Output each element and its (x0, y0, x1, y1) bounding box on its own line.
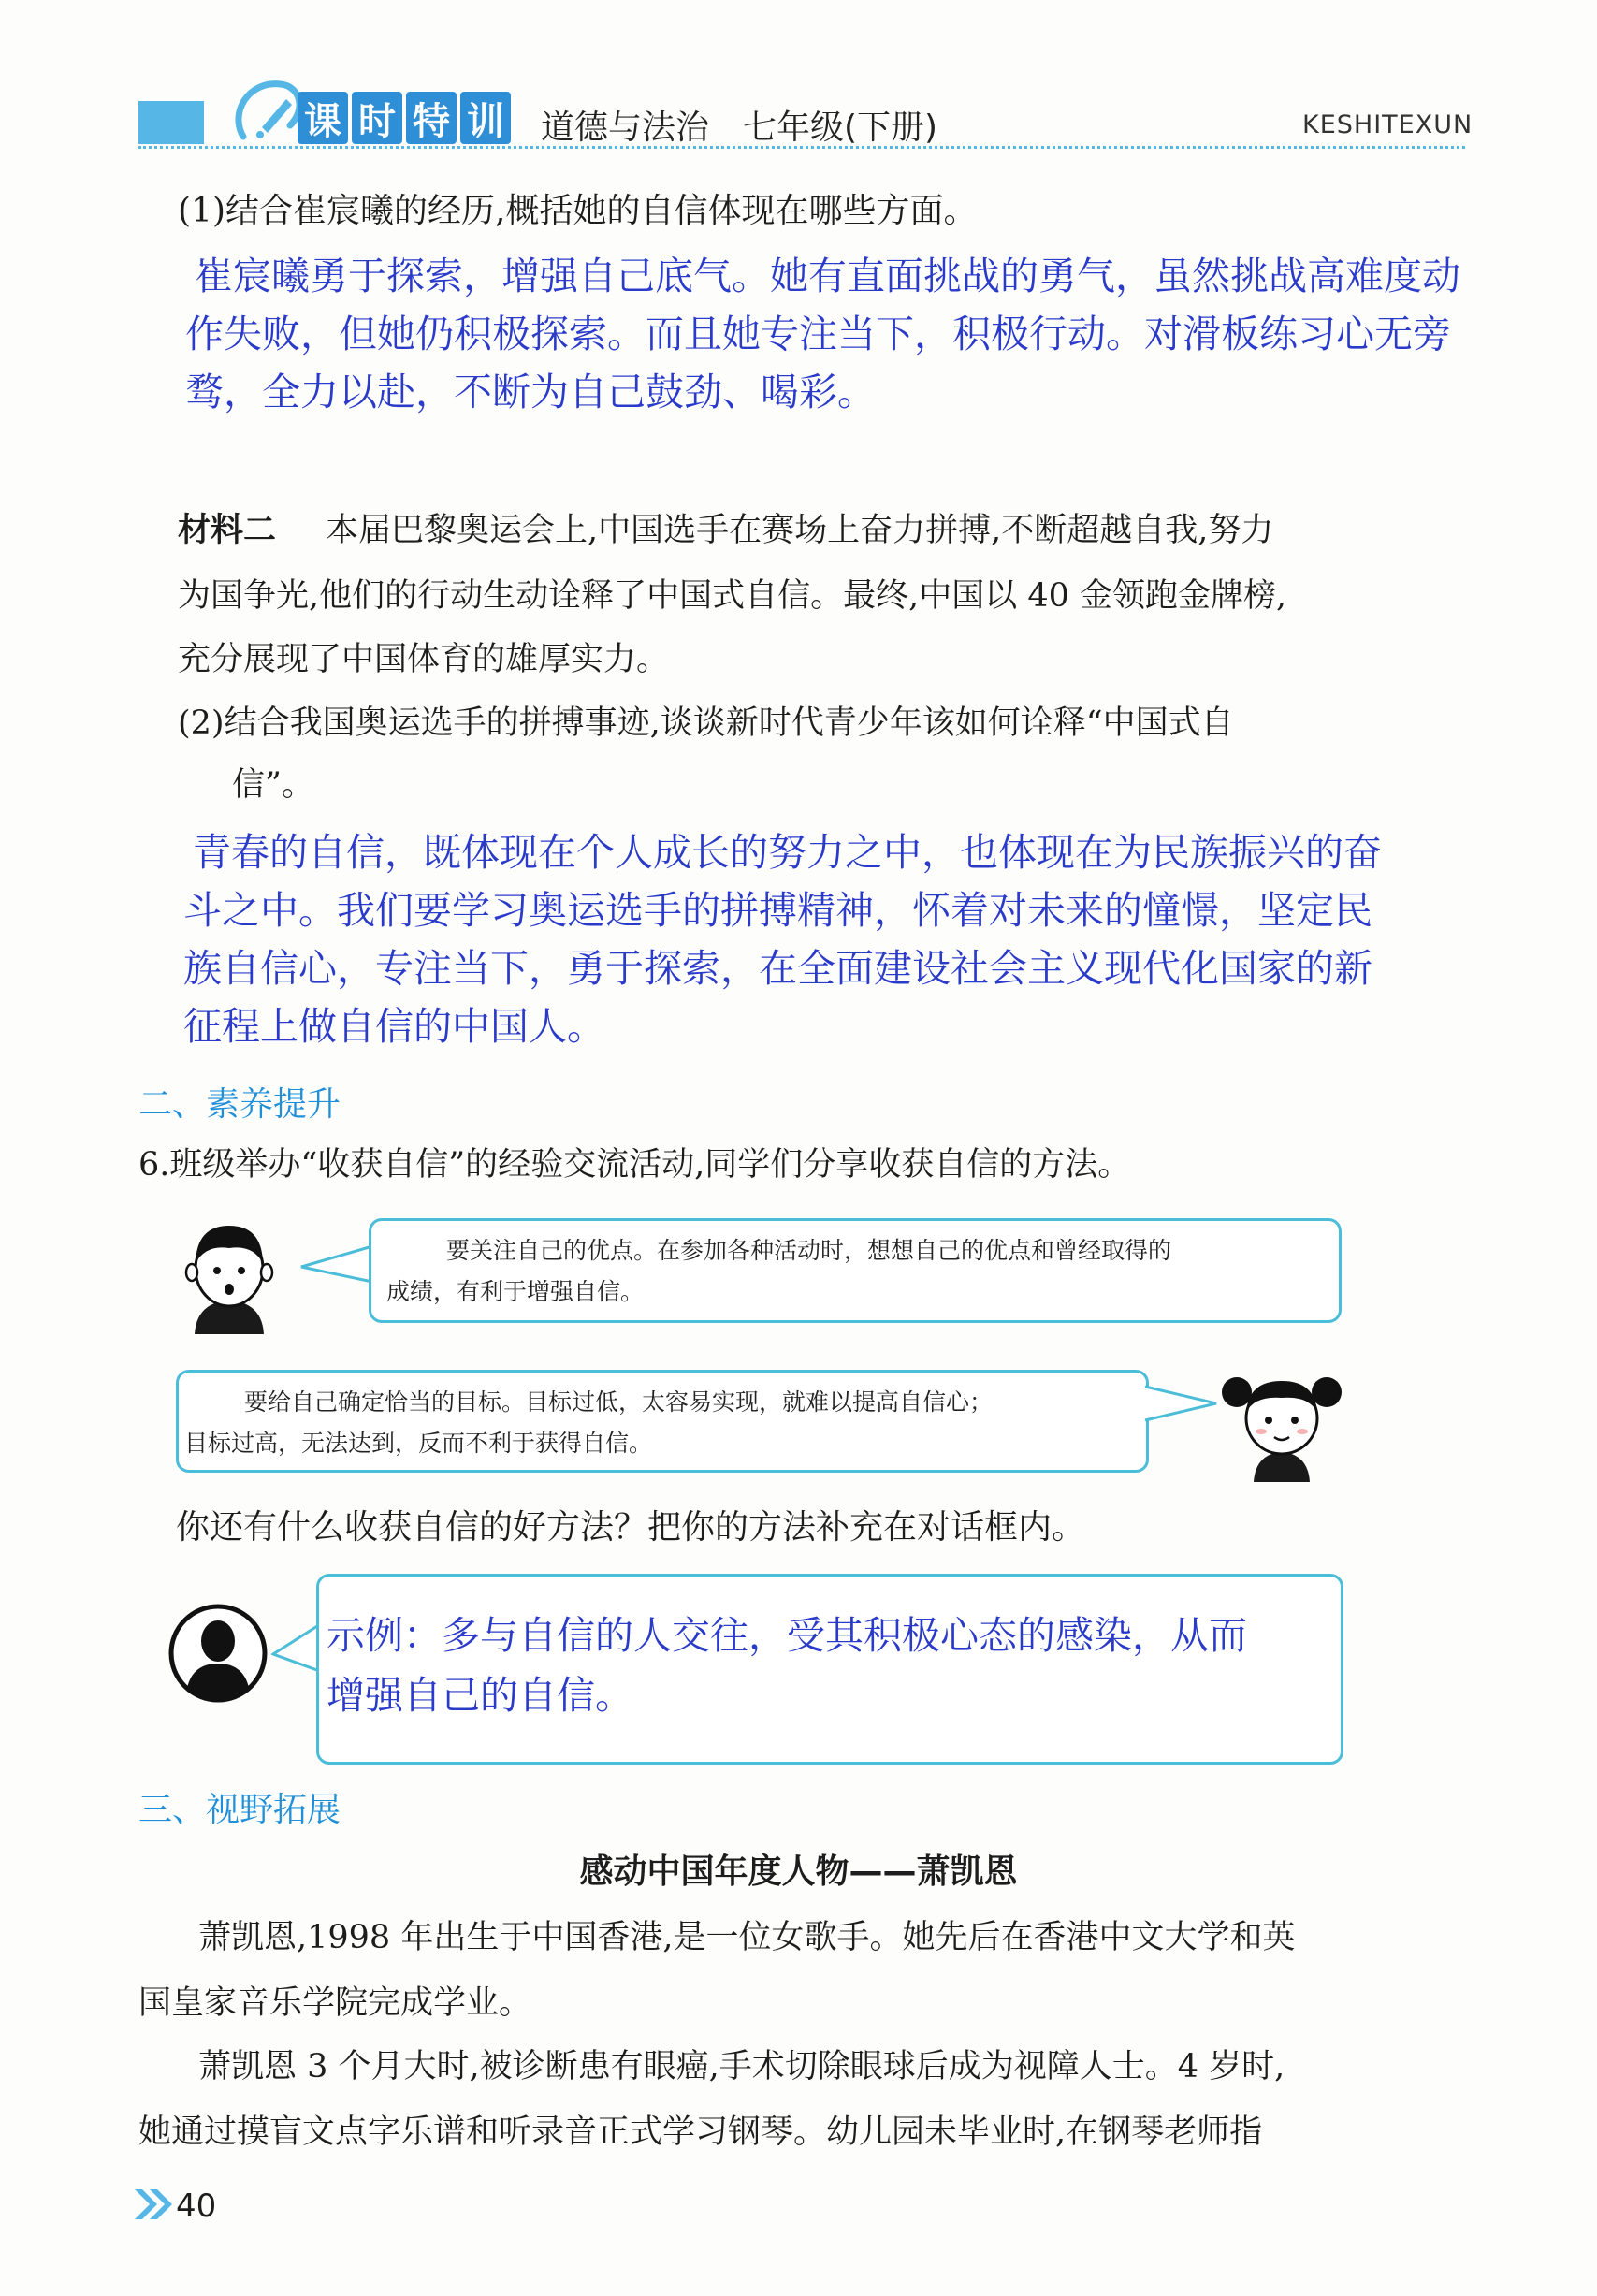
pen-swirl-logo-icon (225, 71, 309, 155)
answer-6-line: 示例：多与自信的人交往，受其积极心态的感染，从而 (327, 1613, 1247, 1658)
answer-speech-bubble[interactable] (316, 1574, 1343, 1765)
person-silhouette-icon (167, 1602, 269, 1705)
story-line: 萧凯恩,1998 年出生于中国香港,是一位女歌手。她先后在香港中文大学和英 (198, 1919, 1296, 1956)
badge-char: 特 (406, 92, 457, 144)
page-number: 40 (176, 2187, 217, 2225)
answer-2-line: 族自信心，专注当下，勇于探索，在全面建设社会主义现代化国家的新 (183, 946, 1372, 991)
answer-1-line: 骛，全力以赴，不断为自己鼓劲、喝彩。 (185, 370, 876, 414)
header-color-block (138, 101, 204, 144)
question-1: (1)结合崔宸曦的经历,概括她的自信体现在哪些方面。 (178, 192, 978, 230)
speech-bubble-boy (369, 1218, 1342, 1323)
badge-char: 课 (298, 92, 348, 144)
answer-2-line: 青春的自信，既体现在个人成长的努力之中，也体现在为民族振兴的奋 (193, 830, 1382, 875)
question-6: 6.班级举办“收获自信”的经验交流活动,同学们分享收获自信的方法。 (138, 1146, 1131, 1184)
series-badge (298, 92, 511, 144)
header-subject: 道德与法治 七年级(下册) (541, 109, 938, 147)
badge-char: 时 (352, 92, 402, 144)
speech-bubble-girl (176, 1370, 1149, 1473)
answer-1-line: 崔宸曦勇于探索，增强自己底气。她有直面挑战的勇气，虽然挑战高难度动 (195, 254, 1460, 298)
answer-2-line: 斗之中。我们要学习奥运选手的拼搏精神，怀着对未来的憧憬，坚定民 (183, 888, 1372, 933)
boy-avatar-icon (178, 1211, 281, 1342)
answer-1-line: 作失败，但她仍积极探索。而且她专注当下，积极行动。对滑板练习心无旁 (185, 312, 1451, 356)
badge-char: 训 (460, 92, 511, 144)
question-2-line: (2)结合我国奥运选手的拼搏事迹,谈谈新时代青少年该如何诠释“中国式自 (178, 705, 1234, 742)
prompt-text: 你还有什么收获自信的好方法？把你的方法补充在对话框内。 (176, 1508, 1086, 1547)
bubble-tail-icon (1143, 1381, 1218, 1428)
answer-6-line: 增强自己的自信。 (327, 1673, 633, 1718)
story-line: 国皇家音乐学院完成学业。 (138, 1984, 532, 2022)
story-line: 萧凯恩 3 个月大时,被诊断患有眼癌,手术切除眼球后成为视障人士。4 岁时, (198, 2048, 1285, 2085)
bubble-tail-icon (299, 1241, 374, 1287)
section-title-2: 二、素养提升 (138, 1085, 341, 1124)
bubble-1-line: 成绩，有利于增强自信。 (386, 1278, 645, 1305)
material-2-line: 充分展现了中国体育的雄厚实力。 (178, 641, 670, 678)
bubble-1-line: 要关注自己的优点。在参加各种活动时，想想自己的优点和曾经取得的 (446, 1237, 1172, 1264)
header-brand: KESHITEXUN (1302, 110, 1474, 139)
bubble-2-line: 要给自己确定恰当的目标。目标过低，太容易实现，就难以提高自信心； (244, 1388, 994, 1416)
story-title: 感动中国年度人物——萧凯恩 (579, 1853, 1018, 1891)
bubble-2-line: 目标过高，无法达到，反而不利于获得自信。 (184, 1430, 653, 1457)
girl-avatar-icon (1216, 1357, 1347, 1488)
story-line: 她通过摸盲文点字乐谱和听录音正式学习钢琴。幼儿园未毕业时,在钢琴老师指 (138, 2114, 1263, 2151)
section-title-3: 三、视野拓展 (138, 1791, 341, 1829)
material-2-line: 为国争光,他们的行动生动诠释了中国式自信。最终,中国以 40 金领跑金牌榜, (178, 577, 1287, 615)
material-2-label: 材料二 (178, 512, 277, 549)
material-2-line: 本届巴黎奥运会上,中国选手在赛场上奋力拼搏,不断超越自我,努力 (326, 512, 1274, 549)
question-2-line: 信”。 (232, 766, 314, 804)
answer-2-line: 征程上做自信的中国人。 (183, 1004, 605, 1049)
header-dotted-divider (138, 146, 1465, 149)
double-chevron-right-icon (133, 2186, 174, 2223)
